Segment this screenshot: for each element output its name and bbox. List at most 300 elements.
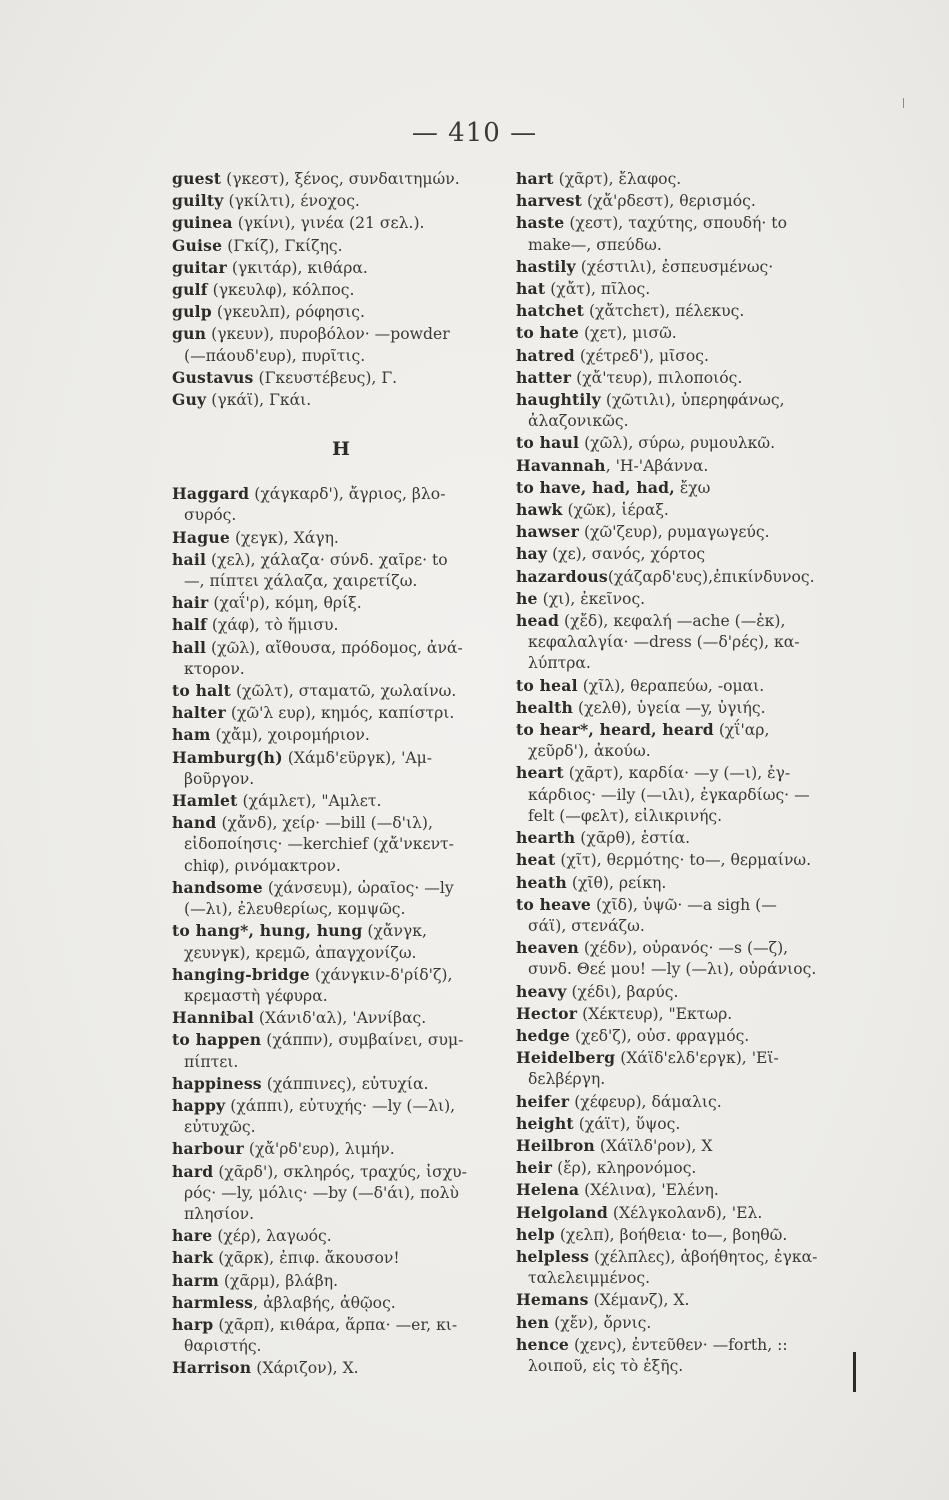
entry-headword: heir (516, 1158, 553, 1178)
entry-definition: (Χέμανζ), Χ. (588, 1291, 690, 1310)
entry-headword: Heilbron (516, 1135, 595, 1155)
entry-definition: (χῶ'λ ευρ), κημός, καπίστρι. (225, 704, 455, 723)
entry-definition: (χῖτ), θερμότης· to—, θερμαίνω. (555, 851, 812, 870)
dictionary-entry (516, 1157, 856, 1179)
entry-definition: (χελ), χάλαζα· σύνδ. χαῖρε· to (206, 550, 448, 569)
entry-definition: (ἔρ), κληρονόμος. (552, 1159, 697, 1178)
entry-definition: σάϊ), στενάζω. (528, 916, 645, 935)
dictionary-entry (172, 257, 512, 279)
dictionary-entry (516, 543, 856, 565)
entry-definition: (χἄ'τευρ), πιλοποιός. (571, 368, 743, 387)
dictionary-entry (172, 637, 512, 659)
entry-definition: (χέδν), οὐρανός· —s (—ζ), (578, 939, 789, 958)
entry-headword: hatter (516, 367, 572, 387)
entry-headword: halter (172, 703, 226, 723)
entry-headword: hat (516, 279, 546, 299)
dictionary-entry (172, 389, 512, 411)
entry-definition: (χάνγκιν-δ'ρίδ'ζ), (309, 965, 453, 984)
entry-definition: (χάμλετ), "Αμλετ. (237, 792, 382, 811)
entry-definition: (Χάϊλδ'ρον), Χ (594, 1136, 713, 1155)
entry-definition: (χάγκαρδ'), ἄγριος, βλο- (249, 485, 446, 504)
entry-headword: hazardous (516, 566, 608, 586)
dictionary-entry (172, 1007, 512, 1029)
entry-headword: guitar (172, 257, 227, 277)
dictionary-entry (172, 747, 512, 769)
entry-headword: Hemans (516, 1290, 589, 1310)
entry-headword: Guy (172, 390, 207, 410)
entry-continuation (172, 659, 512, 680)
dictionary-entry (516, 1312, 856, 1334)
entry-headword: Harrison (172, 1358, 252, 1378)
dictionary-entry (516, 872, 856, 894)
entry-headword: hair (172, 593, 209, 613)
entry-headword: handsome (172, 877, 263, 897)
entry-headword: harm (172, 1270, 219, 1290)
entry-definition: (χᾶρκ), ἐπιφ. ἄκουσον! (213, 1249, 400, 1268)
entry-headword: gun (172, 324, 207, 344)
entry-continuation (172, 856, 512, 877)
dictionary-entry (172, 1029, 512, 1051)
dictionary-entry (172, 1247, 512, 1269)
entry-headword: guinea (172, 213, 233, 233)
entry-definition: (γκεστ), ξένος, συνδαιτημών. (221, 170, 460, 188)
entry-definition: κάρδιος· —ily (—ιλι), ἐγκαρδίως· — (528, 785, 810, 804)
entry-definition: (Χάνιδ'αλ), 'Αννίβας. (253, 1009, 427, 1028)
entry-headword: Gustavus (172, 367, 254, 387)
entry-definition: (—λι), ἐλευθερίως, κομψῶς. (184, 900, 406, 919)
dictionary-entry (172, 1292, 512, 1314)
entry-continuation (172, 1117, 512, 1138)
entry-definition: (Χέκτευρ), "Εκτωρ. (577, 1004, 733, 1023)
entry-continuation (516, 235, 856, 256)
dictionary-entry (516, 278, 856, 300)
entry-definition: ρός· —ly, μόλις· —by (—δ'άι), πολὺ (184, 1183, 459, 1202)
entry-headword: hatchet (516, 301, 585, 321)
entry-headword: ham (172, 725, 211, 745)
entry-headword: heart (516, 763, 564, 783)
entry-definition: (χἄ'ρδεστ), θερισμός. (582, 192, 756, 211)
entry-definition: (χἔδ), κεφαλή —ache (—ἐκ), (559, 612, 786, 631)
entry-definition: (χῶλ), αἴθουσα, πρόδομος, ἀνά- (206, 638, 463, 657)
dictionary-entry (516, 345, 856, 367)
entry-definition: (χάππν), συμβαίνει, συμ- (261, 1031, 464, 1050)
entry-definition: (χᾶρτ), ἔλαφος. (553, 170, 682, 188)
entry-headword: guest (172, 169, 222, 188)
entry-definition: ταλελειμμένος. (528, 1269, 651, 1288)
section-letter-heading: H (332, 438, 352, 461)
dictionary-entry (516, 1047, 856, 1069)
entry-definition: (Χέλινα), 'Ελένη. (579, 1181, 719, 1200)
entry-headword: he (516, 588, 538, 608)
entry-definition: (Χέλγκολανδ), 'Ελ. (607, 1203, 763, 1222)
dictionary-entry (172, 1357, 512, 1379)
dictionary-entry (516, 937, 856, 959)
dictionary-entry (516, 1202, 856, 1224)
entry-continuation (172, 834, 512, 855)
entry-headword: gulp (172, 302, 212, 322)
entry-headword: to heal (516, 675, 578, 695)
dictionary-entry (172, 920, 512, 942)
entry-continuation (172, 571, 512, 592)
entry-continuation (516, 632, 856, 653)
dictionary-entry (516, 499, 856, 521)
dictionary-entry (516, 1113, 856, 1135)
entry-definition: δελβέργη. (528, 1070, 606, 1089)
entry-headword: Haggard (172, 484, 250, 504)
entry-headword: Havannah (516, 455, 606, 475)
entry-headword: heath (516, 872, 567, 892)
entry-definition: εἰδοποίησις· —kerchief (χἄ'νκεντ- (184, 835, 454, 854)
dictionary-entry (516, 212, 856, 234)
ink-mark (853, 1352, 856, 1392)
dictionary-entry (516, 1003, 856, 1025)
entry-definition: (χε), σανός, χόρτος (547, 545, 706, 564)
entry-definition: (χᾶρθ), ἑστία. (575, 829, 691, 848)
entry-definition: (γκευν), πυροβόλον· —powder (206, 325, 450, 344)
entry-continuation (516, 411, 856, 432)
entry-headword: hand (172, 813, 217, 833)
entry-continuation (516, 1356, 856, 1377)
dictionary-entry (516, 1091, 856, 1113)
entry-continuation (516, 959, 856, 980)
dictionary-entry (172, 1095, 512, 1117)
dictionary-entry (172, 1073, 512, 1095)
dictionary-entry (516, 610, 856, 632)
entry-headword: haste (516, 213, 565, 233)
entry-continuation (516, 1069, 856, 1090)
entry-definition: συρός. (184, 506, 237, 525)
entry-definition: , ἀβλαβής, ἀθῷος. (253, 1293, 396, 1312)
dictionary-entry (172, 527, 512, 549)
dictionary-entry (172, 790, 512, 812)
dictionary-entry (516, 849, 856, 871)
dictionary-entry (516, 1289, 856, 1311)
entry-headword: height (516, 1113, 574, 1133)
entry-continuation (172, 505, 512, 526)
entry-headword: Heidelberg (516, 1048, 616, 1068)
entry-headword: heat (516, 850, 556, 870)
entry-definition: (γκίλτι), ένοχος. (223, 192, 360, 211)
entry-definition: (χεγκ), Χάγη. (230, 528, 339, 547)
entry-definition: (—πάουδ'ευρ), πυρῖτις. (184, 346, 366, 365)
entry-headword: health (516, 697, 574, 717)
dictionary-entry (516, 432, 856, 454)
entry-definition: εὐτυχῶς. (184, 1118, 256, 1137)
dictionary-entry (516, 1246, 856, 1268)
entry-headword: to halt (172, 681, 232, 701)
entry-definition: (χεστ), ταχύτης, σπουδή· to (564, 214, 787, 233)
entry-headword: hay (516, 544, 548, 564)
entry-headword: heaven (516, 938, 579, 958)
dictionary-entry (516, 477, 856, 499)
entry-definition: (χἄτ), πῖλος. (545, 280, 651, 299)
entry-definition: (χέφευρ), δάμαλις. (569, 1092, 722, 1111)
dictionary-entry (172, 592, 512, 614)
entry-definition: (χΐ'αρ, (713, 721, 770, 740)
dictionary-entry (172, 1270, 512, 1292)
entry-definition: ἀλαζονικῶς. (528, 412, 629, 431)
dictionary-entry (516, 1135, 856, 1157)
entry-definition: (Χάϊδ'ελδ'εργκ), 'Εϊ- (615, 1049, 779, 1068)
dictionary-entry (516, 322, 856, 344)
entry-continuation (172, 943, 512, 964)
entry-continuation (172, 346, 512, 367)
entry-headword: to hear*, heard, heard (516, 720, 714, 740)
dictionary-entry (172, 877, 512, 899)
entry-definition: χευνγκ), κρεμῶ, ἀπαγχονίζω. (184, 943, 417, 962)
entry-definition: (χῶκ), ἱέραξ. (562, 501, 669, 520)
dictionary-entry (516, 1334, 856, 1356)
entry-headword: harp (172, 1314, 214, 1334)
entry-definition: (χετ), μισῶ. (579, 324, 677, 343)
entry-definition: (χῖδ), ὑψῶ· —a sigh (— (590, 895, 777, 914)
dictionary-entry (172, 168, 512, 190)
entry-headword: guilty (172, 191, 224, 211)
entry-definition: βοῦργον. (184, 769, 255, 788)
entry-headword: helpless (516, 1246, 590, 1266)
entry-headword: happy (172, 1095, 226, 1115)
dictionary-entry (172, 1161, 512, 1183)
dictionary-entry (516, 566, 856, 588)
entry-definition: λοιποῦ, εἰς τὸ ἑξῆς. (528, 1356, 684, 1375)
dictionary-entry (172, 964, 512, 986)
entry-definition: (χἄνδ), χείρ· —bill (—δ'ιλ), (216, 814, 433, 833)
entry-continuation (516, 1268, 856, 1289)
entry-definition: (χᾶρτ), καρδία· —y (—ι), ἐγ- (563, 764, 791, 783)
entry-headword: hard (172, 1161, 214, 1181)
entry-definition: (χέρ), λαγωός. (212, 1227, 332, 1246)
entry-headword: heifer (516, 1091, 570, 1111)
entry-definition: ἔχω (674, 478, 711, 497)
entry-definition: (χέλπλες), ἀβοήθητος, ἐγκα- (589, 1247, 818, 1266)
entry-headword: Guise (172, 235, 223, 255)
entry-headword: Hannibal (172, 1008, 254, 1028)
dictionary-entry (172, 323, 512, 345)
dictionary-entry (516, 588, 856, 610)
entry-headword: hanging-bridge (172, 964, 310, 984)
dictionary-entry (516, 190, 856, 212)
entry-headword: harbour (172, 1139, 244, 1159)
entry-headword: to hate (516, 323, 579, 343)
entry-continuation (516, 653, 856, 674)
entry-definition: (χελπ), βοήθεια· to—, βοηθῶ. (554, 1225, 788, 1244)
entry-headword: hart (516, 169, 554, 188)
dictionary-entry (516, 1224, 856, 1246)
entry-headword: hark (172, 1248, 214, 1268)
dictionary-entry (516, 697, 856, 719)
dictionary-entry (172, 301, 512, 323)
entry-definition: θαριστής. (184, 1337, 262, 1356)
entry-definition: (χῶ'ζευρ), ρυμαγωγεύς. (578, 523, 770, 542)
dictionary-entry (172, 367, 512, 389)
left-column (172, 168, 512, 1380)
entry-headword: hedge (516, 1025, 570, 1045)
entry-definition: (χέστιλι), ἐσπευσμένως· (575, 257, 774, 276)
dictionary-entry (172, 212, 512, 234)
entry-headword: hearth (516, 828, 576, 848)
entry-definition: (χῶλ), σύρω, ρυμουλκῶ. (579, 434, 776, 453)
entry-definition: (χἄμ), χοιρομήριον. (210, 726, 370, 745)
entry-headword: hastily (516, 256, 576, 276)
entry-definition: (χεδ'ζ), οὐσ. φραγμός. (570, 1026, 750, 1045)
entry-headword: Hague (172, 527, 230, 547)
entry-definition: (χάππινες), εὐτυχία. (261, 1074, 429, 1093)
dictionary-entry (172, 702, 512, 724)
entry-definition: (Χάριζον), Χ. (251, 1359, 359, 1378)
entry-continuation (172, 1183, 512, 1204)
entry-headword: hatred (516, 345, 575, 365)
entry-definition: κεφαλαλγία· —dress (—δ'ρές), κα- (528, 633, 800, 652)
dictionary-entry (172, 1138, 512, 1160)
dictionary-entry (516, 300, 856, 322)
dictionary-entry (172, 724, 512, 746)
entry-headword: hawser (516, 522, 579, 542)
dictionary-entry (516, 827, 856, 849)
entry-definition: (γκευλφ), κόλπος. (207, 281, 355, 300)
dictionary-entry (172, 483, 512, 505)
dictionary-entry (516, 389, 856, 411)
entry-headword: to happen (172, 1030, 262, 1050)
entry-definition: κρεμαστὴ γέφυρα. (184, 986, 328, 1005)
entry-continuation (516, 741, 856, 762)
entry-definition: χεῦρδ'), ἀκούω. (528, 742, 651, 761)
entry-definition: —, πίπτει χάλαζα, χαιρετίζω. (184, 572, 418, 591)
entry-headword: Hamlet (172, 791, 238, 811)
dictionary-entry (172, 549, 512, 571)
entry-headword: to hang*, hung, hung (172, 921, 363, 941)
entry-definition: (χελθ), ὑγεία —y, ὑγιής. (573, 698, 766, 717)
entry-continuation (172, 1052, 512, 1073)
entry-definition: (χάνσευμ), ὡραῖος· —ly (262, 878, 454, 897)
entry-definition: (χἄτchετ), πέλεκυς. (584, 302, 745, 321)
entry-definition: (χἄ'ρδ'ευρ), λιμήν. (243, 1140, 395, 1159)
dictionary-entry (516, 168, 856, 190)
entry-definition: (χᾶρπ), κιθάρα, ἅρπα· —er, κι- (213, 1315, 458, 1334)
entry-definition: πλησίον. (184, 1204, 255, 1223)
entry-definition: (χῶλτ), σταματῶ, χωλαίνω. (231, 682, 457, 701)
entry-definition: (χέτρεδ'), μῖσος. (574, 346, 709, 365)
entry-definition: (χι), ἐκεῖνος. (537, 589, 646, 608)
entry-headword: haughtily (516, 390, 601, 410)
entry-definition: (χάφ), τὸ ἥμισυ. (206, 616, 339, 635)
dictionary-entry (516, 367, 856, 389)
entry-headword: Hamburg(h) (172, 747, 283, 767)
entry-definition: (γκάϊ), Γκάι. (206, 391, 312, 410)
entry-continuation (172, 986, 512, 1007)
entry-headword: hen (516, 1312, 550, 1332)
entry-definition: λύπτρα. (528, 654, 591, 673)
entry-definition: (χάππι), εὐτυχής· —ly (—λι), (225, 1096, 456, 1115)
dictionary-entry (516, 719, 856, 741)
page-number: — 410 — (411, 118, 538, 148)
dictionary-entry (172, 279, 512, 301)
entry-definition: (γκιτάρ), κιθάρα. (226, 258, 368, 277)
entry-headword: hare (172, 1226, 213, 1246)
dictionary-entry (516, 762, 856, 784)
dictionary-entry (172, 812, 512, 834)
dictionary-entry (516, 675, 856, 697)
entry-definition: (χἄνγκ, (362, 922, 427, 941)
dictionary-entry (516, 981, 856, 1003)
entry-continuation (516, 806, 856, 827)
entry-headword: to heave (516, 894, 591, 914)
entry-definition: (χᾶρδ'), σκληρός, τραχύς, ἰσχυ- (213, 1162, 467, 1181)
entry-continuation (172, 769, 512, 790)
entry-definition: (χενς), ἐντεῦθεν· —forth, :: (569, 1335, 788, 1354)
dictionary-entry (172, 235, 512, 257)
entry-headword: help (516, 1224, 555, 1244)
entry-headword: Helena (516, 1180, 580, 1200)
entry-definition: (γκευλπ), ρόφησις. (211, 303, 365, 322)
dictionary-entry (172, 680, 512, 702)
dictionary-entry (172, 1314, 512, 1336)
entry-continuation (516, 785, 856, 806)
entry-headword: Hector (516, 1003, 578, 1023)
dictionary-entry (516, 521, 856, 543)
entry-headword: harvest (516, 191, 583, 211)
entry-definition: (Γκίζ), Γκίζης. (222, 236, 343, 255)
entry-definition: (γκίνι), γινέα (21 σελ.). (232, 214, 425, 233)
dictionary-entry (172, 190, 512, 212)
entry-definition: (χἔν), ὄρνις. (549, 1313, 652, 1332)
entry-headword: gulf (172, 280, 208, 300)
entry-headword: heavy (516, 981, 567, 1001)
entry-definition: (χῖθ), ρείκη. (566, 873, 667, 892)
dictionary-entry (516, 256, 856, 278)
entry-definition: felt (—φελτ), εἰλικρινής. (528, 806, 723, 825)
dictionary-entry (172, 614, 512, 636)
entry-headword: happiness (172, 1073, 262, 1093)
entry-definition: (χᾶρμ), βλάβη. (218, 1271, 339, 1290)
entry-definition: (Γκευστέβευς), Γ. (253, 368, 398, 387)
entry-continuation (172, 899, 512, 920)
dictionary-entry (172, 1225, 512, 1247)
entry-headword: hall (172, 637, 207, 657)
entry-headword: half (172, 615, 207, 635)
entry-headword: hence (516, 1334, 570, 1354)
right-column (516, 168, 856, 1377)
entry-definition: (Χάμδ'εϋργκ), 'Αμ- (282, 748, 433, 767)
entry-headword: Helgoland (516, 1202, 608, 1222)
dictionary-entry (516, 1179, 856, 1201)
entry-definition: κτορον. (184, 659, 245, 678)
entry-headword: to haul (516, 433, 580, 453)
entry-definition: (χάζαρδ'ευς),ἐπικίνδυνος. (607, 567, 815, 586)
entry-definition: (χαΐ'ρ), κόμη, θρίξ. (208, 594, 362, 613)
entry-headword: hawk (516, 500, 563, 520)
entry-headword: hail (172, 549, 207, 569)
entry-definition: (χῶτιλι), ὑπερηφάνως, (600, 391, 785, 410)
entry-definition: make—, σπεύδω. (528, 235, 662, 254)
entry-continuation (172, 1204, 512, 1225)
entry-headword: head (516, 611, 560, 631)
dictionary-entry (516, 1025, 856, 1047)
entry-continuation (516, 916, 856, 937)
entry-continuation (172, 1336, 512, 1357)
entry-definition: πίπτει. (184, 1052, 239, 1071)
entry-headword: to have, had, had, (516, 477, 675, 497)
entry-definition: συνδ. Θεέ μου! —ly (—λι), οὐράνιος. (528, 960, 817, 979)
ink-mark (903, 98, 904, 108)
entry-definition: chiφ), ρινόμακτρον. (184, 856, 341, 875)
dictionary-entry (516, 455, 856, 477)
entry-headword: harmless (172, 1292, 254, 1312)
dictionary-entry (516, 894, 856, 916)
entry-definition: (χάϊτ), ὕψος. (573, 1114, 681, 1133)
entry-definition: (χέδι), βαρύς. (566, 982, 679, 1001)
entry-definition: , 'Η-'Αβάννα. (605, 456, 709, 475)
entry-definition: (χῖλ), θεραπεύω, -ομαι. (577, 676, 765, 695)
